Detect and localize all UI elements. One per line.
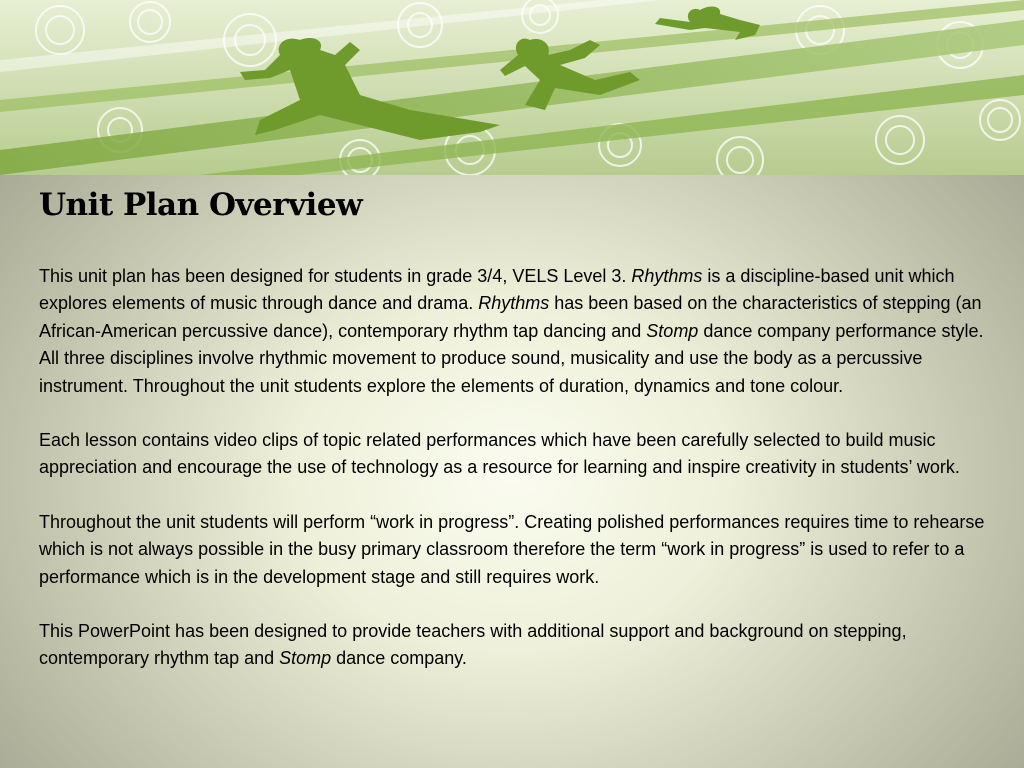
- paragraph-3: [39, 509, 989, 591]
- dancers-banner-image: [0, 0, 1024, 175]
- italic-term: Rhythms: [478, 293, 550, 314]
- text-run: This unit plan has been designed for students in grade 3/4, VELS Level 3.: [39, 266, 632, 286]
- text-run: Each lesson contains video clips of topic related performances which have been carefully selected to build music appreciation and encourage the use of technology as a resource for learning and inspire creativity in students’ work.: [39, 430, 960, 478]
- body-text: [39, 263, 989, 673]
- text-run: dance company.: [331, 648, 467, 669]
- slide-title: Unit Plan Overview: [39, 187, 363, 223]
- text-run: This PowerPoint has been designed to provide teachers with additional support and background on stepping, contemporary rhythm tap and: [39, 621, 907, 669]
- paragraph-2: [39, 427, 989, 482]
- paragraph-4: [39, 618, 989, 673]
- italic-term: Rhythms: [631, 266, 703, 286]
- paragraph-1: [39, 263, 989, 400]
- text-run: dance company performance style. All three disciplines involve rhythmic movement to produce sound, musicality and use the body as a percussive instrument. Throughout the unit students explore the elements of duration, dynamics and tone colour.: [39, 320, 984, 396]
- text-run: is a discipline-based unit which explores elements of music through dance and drama.: [39, 266, 955, 314]
- header-banner: [0, 0, 1024, 175]
- text-run: has been based on the characteristics of stepping (an African-American percussive dance), contemporary rhythm tap dancing and: [39, 293, 982, 341]
- slide-content: [39, 183, 989, 673]
- italic-term: Stomp: [279, 648, 332, 669]
- text-run: Throughout the unit students will perform “work in progress”. Creating polished performances requires time to rehearse which is not always possible in the busy primary classroom therefore the term “work in progress” is used to refer to a performance which is in the development stage and still requires work.: [39, 511, 985, 587]
- italic-term: Stomp: [646, 320, 699, 341]
